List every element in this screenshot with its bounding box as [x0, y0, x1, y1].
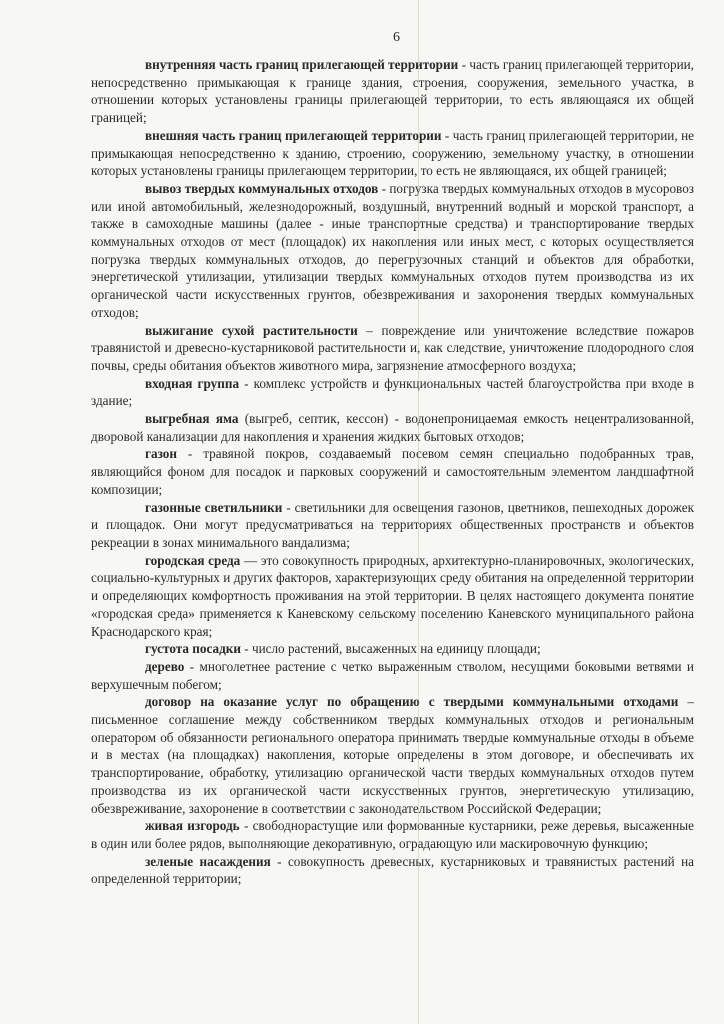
- definition-text: - травяной покров, создаваемый посевом семян специально подобранных трав, являющийся фоном для посадок и парковых сооружений и самостоятельным элементом ландшафтной композиции;: [91, 446, 694, 497]
- document-body: [91, 56, 694, 888]
- definition-text: - часть границ прилегающей территории, непосредственно примыкающая к границе здания, строения, сооружения, земельного участка, в отношении которых установлены границы прилегающей территории, то есть являющаяся их общей границей;: [91, 57, 694, 126]
- definition-text: - совокупность древесных, кустарниковых и травянистых растений на определенной территории;: [91, 853, 694, 887]
- definition-entry: [91, 853, 694, 888]
- definition-term: договор на оказание услуг по обращению с твердыми коммунальными отходами: [145, 694, 679, 710]
- definition-term: выжигание сухой растительности: [145, 322, 358, 338]
- definition-term: густота посадки: [145, 641, 241, 657]
- definition-entry: [91, 56, 694, 127]
- definition-text: - часть границ прилегающей территории, не примыкающая непосредственно к зданию, строению, сооружению, земельному участку, в отношении которых установлены границы прилегающем территории, то есть не являющаяся, их общей границей;: [91, 127, 694, 179]
- definition-term: городская среда: [145, 552, 241, 568]
- definition-entry: [91, 552, 694, 641]
- definition-term: вывоз твердых коммунальных отходов: [145, 180, 379, 196]
- definition-entry: [91, 817, 694, 852]
- definition-term: внешняя часть границ прилегающей территории: [145, 127, 442, 143]
- definition-text: – повреждение или уничтожение вследствие пожаров травянистой и древесно-кустарниковой растительности и, как следствие, уничтожение плодородного слоя почвы, среды обитания объектов животного мира, загрязнение атмосферного воздуха;: [91, 322, 695, 373]
- definition-entry: [91, 499, 694, 552]
- definition-term: дерево: [145, 658, 185, 674]
- definition-text: - комплекс устройств и функциональных частей благоустройства при входе в здание;: [91, 375, 694, 409]
- definition-entry: [91, 445, 694, 498]
- definition-text: – письменное соглашение между собственником твердых коммунальных отходов и региональным оператором об обязанности регионального оператора принимать твердые коммунальные отходы в объеме и в местах (на площадках) накопления, которые определены в этом договоре, и обеспечивать их транспортирование, обработку, утилизацию органической части твердых коммунальных отходов путем производства из их органической части искусственных грунтов, энергетическую утилизацию, обезвреживание, захоронение в соответствии с законодательством Российской Федерации;: [91, 694, 694, 816]
- definition-entry: [91, 658, 694, 693]
- definition-entry: [91, 375, 694, 410]
- definition-text: - свободнорастущие или формованные кустарники, реже деревья, высаженные в один или более рядов, выполняющие декоративную, оградающую или маскировочную функцию;: [91, 818, 694, 851]
- definition-term: выгребная яма: [145, 411, 239, 427]
- definition-text: (выгреб, септик, кессон) - водонепроницаемая емкость нецентрализованной, дворовой канализации для накопления и хранения жидких бытовых отходов;: [91, 411, 694, 444]
- definition-entry: [91, 180, 694, 322]
- definition-text: - светильники для освещения газонов, цветников, пешеходных дорожек и площадок. Они могут предусматриваться на территориях общественных пространств и объектов рекреации в зонах минимального вандализма;: [91, 499, 694, 550]
- definition-text: - многолетнее растение с четко выраженным стволом, несущими боковыми ветвями и верхушечным побегом;: [91, 658, 694, 692]
- definition-term: входная группа: [145, 375, 240, 391]
- definition-text: - погрузка твердых коммунальных отходов в мусоровоз или иной автомобильный, железнодорожный, воздушный, внутренний водный и морской транспорт, а также в самоходные машины (далее - иные транспортные средства) и транспортирование твердых коммунальных отходов от мест (площадок) их накопления или иных мест, с которых осуществляется погрузка твердых коммунальных отходов, до перегрузочных станций и объектов для обработки, энергетической утилизации, утилизации твердых коммунальных отходов путем производства из их органической части искусственных грунтов, обезвреживания и захоронения твердых коммунальных отходов;: [91, 180, 694, 320]
- page-number: 6: [393, 30, 400, 45]
- definition-text: - число растений, высаженных на единицу площади;: [240, 641, 541, 657]
- definition-entry: [91, 693, 694, 817]
- definition-entry: [91, 410, 694, 445]
- definition-entry: [91, 640, 694, 658]
- definition-text: — это совокупность природных, архитектурно-планировочных, экологических, социально-культурных и других факторов, характеризующих среду обитания на определенной территории и определяющих комфортность проживания на этой территории. В целях настоящего документа понятие «городская среда» применяется к Каневскому сельскому поселению Каневского муниципального района Краснодарского края;: [91, 552, 694, 639]
- definition-term: газон: [145, 446, 177, 462]
- definition-entry: [91, 322, 694, 375]
- definition-term: внутренняя часть границ прилегающей территории: [145, 57, 459, 72]
- definition-entry: [91, 127, 694, 180]
- definition-term: зеленые насаждения: [145, 853, 271, 869]
- definition-term: газонные светильники: [145, 499, 283, 515]
- definition-term: живая изгородь: [145, 818, 240, 834]
